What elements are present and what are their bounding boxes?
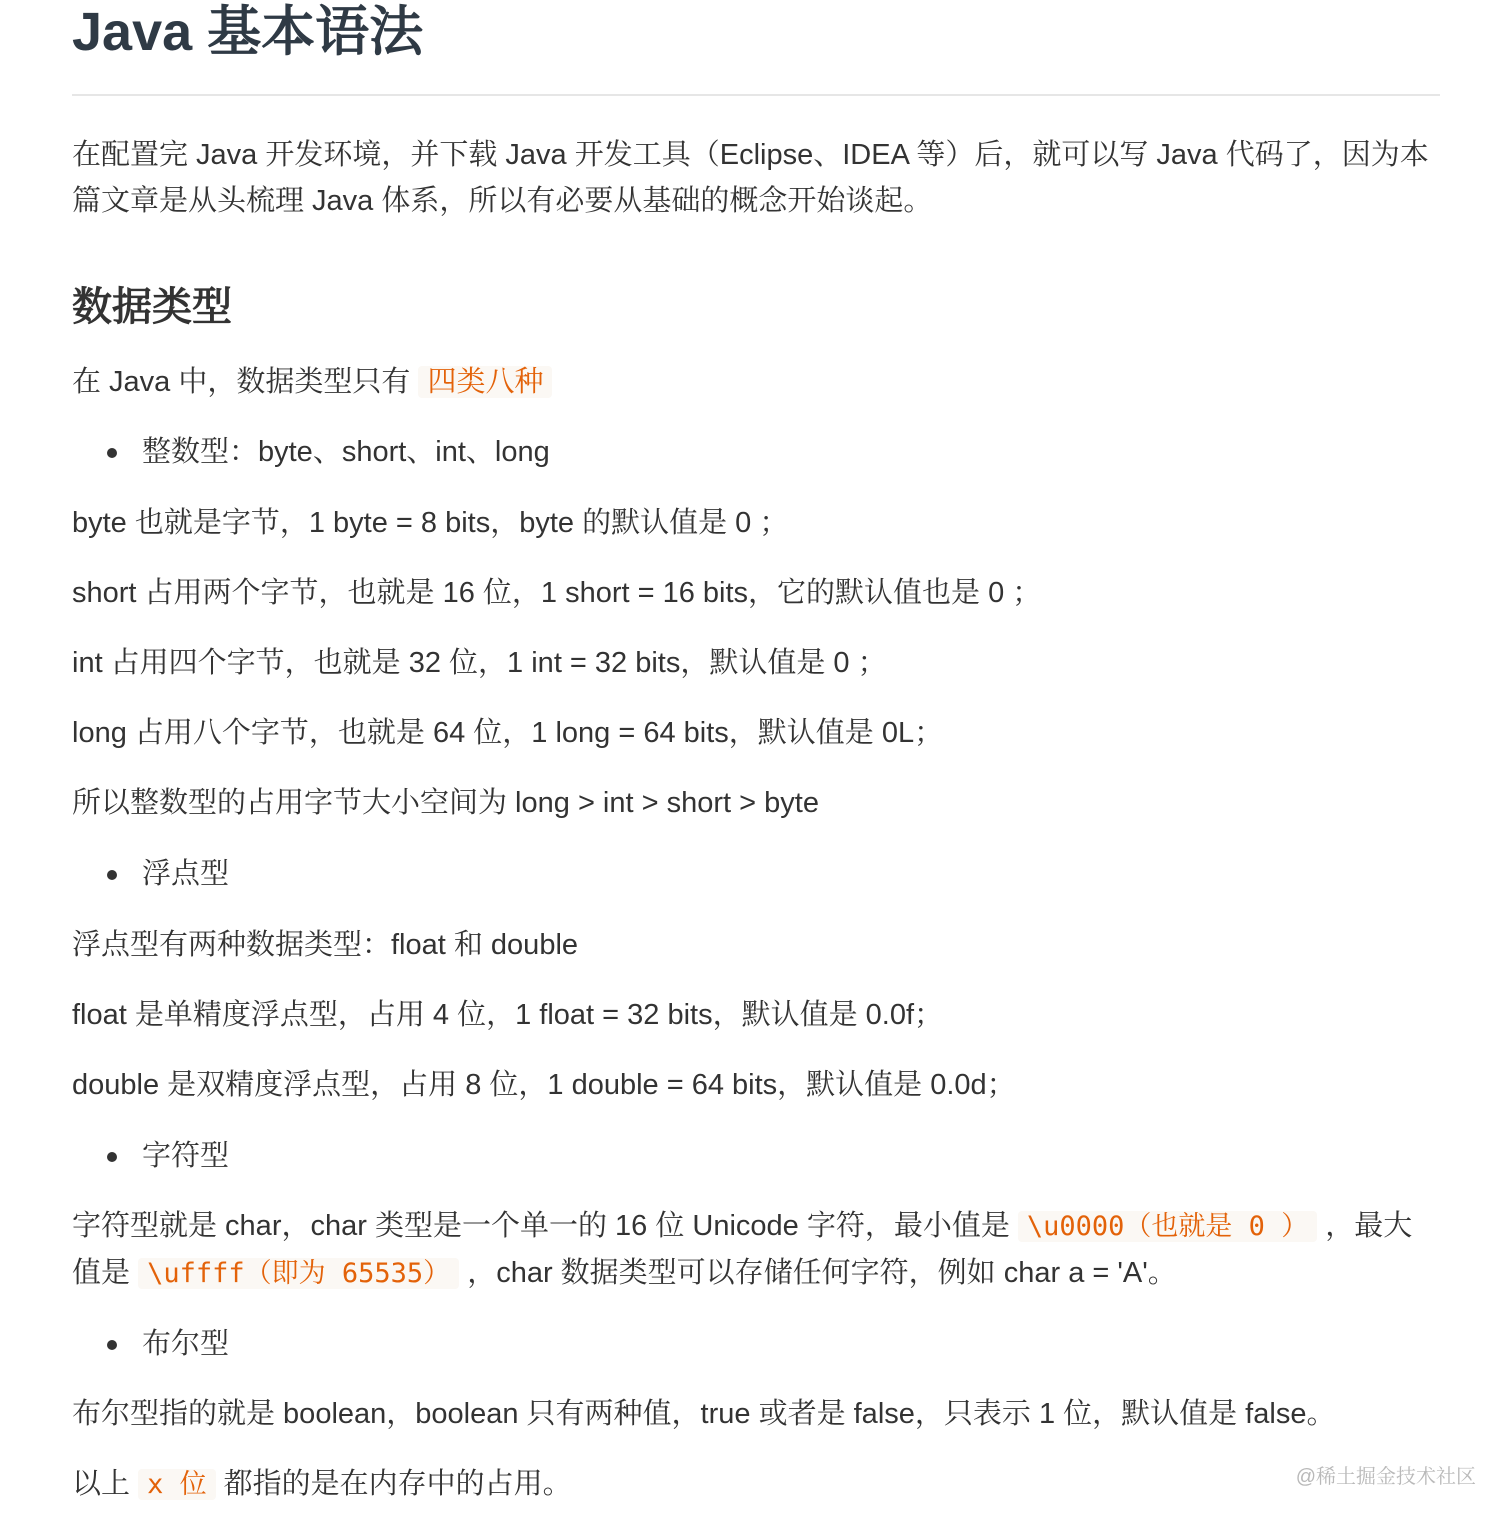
watermark: @稀土掘金技术社区	[1295, 1466, 1476, 1488]
bullet-dot	[107, 448, 117, 458]
bullet-dot	[107, 870, 117, 880]
bullet-float-text: 浮点型	[142, 858, 230, 890]
footer-paragraph	[72, 1461, 1440, 1508]
footer-suffix: 都指的是在内存中的占用。	[215, 1468, 572, 1500]
bullet-boolean-text: 布尔型	[142, 1328, 230, 1360]
footer-code: x 位	[138, 1469, 216, 1500]
title-divider	[72, 94, 1440, 96]
char-code-max: \uffff（即为 65535）	[138, 1258, 459, 1289]
integer-line-summary: 所以整数型的占用字节大小空间为 long > int > short > byte	[72, 787, 819, 819]
bullet-char-text: 字符型	[142, 1140, 230, 1172]
float-line-float: float 是单精度浮点型，占用 4 位，1 float = 32 bits，默认值是 0.0f；	[72, 999, 944, 1031]
integer-line-byte: byte 也就是字节，1 byte = 8 bits，byte 的默认值是 0 ；	[72, 507, 789, 539]
integer-line-short: short 占用两个字节，也就是 16 位，1 short = 16 bits，它的默认值也是 0 ；	[72, 577, 1042, 609]
lead-paragraph	[72, 359, 1440, 405]
footer-prefix: 以上	[72, 1468, 139, 1500]
char-text-2: ，最大值是	[72, 1210, 1413, 1289]
bullet-dot	[107, 1152, 117, 1162]
bullet-integer	[72, 429, 1440, 475]
bullet-char	[72, 1133, 1440, 1179]
char-code-min: \u0000（也就是 0 ）	[1018, 1211, 1317, 1242]
lead-highlight: 四类八种	[418, 366, 552, 398]
article	[72, 0, 1440, 1508]
intro-paragraph: 在配置完 Java 开发环境，并下载 Java 开发工具（Eclipse、IDEA 等）后，就可以写 Java 代码了，因为本篇文章是从头梳理 Java 体系，所以有必要从基础的概念开始谈起。	[72, 139, 1429, 217]
lead-text: 在 Java 中，数据类型只有	[72, 366, 419, 398]
page-title: Java 基本语法	[72, 2, 424, 62]
integer-line-long: long 占用八个字节，也就是 64 位，1 long = 64 bits，默认值是 0L；	[72, 717, 944, 749]
integer-line-int: int 占用四个字节，也就是 32 位，1 int = 32 bits，默认值是 0 ；	[72, 647, 887, 679]
char-text-3: ，char 数据类型可以存储任何字符，例如 char a = 'A'。	[459, 1257, 1177, 1289]
boolean-line: 布尔型指的就是 boolean，boolean 只有两种值，true 或者是 false，只表示 1 位，默认值是 false。	[72, 1398, 1336, 1430]
char-text-1: 字符型就是 char，char 类型是一个单一的 16 位 Unicode 字符，最小值是	[72, 1210, 1018, 1242]
float-line-double: double 是双精度浮点型，占用 8 位，1 double = 64 bits，默认值是 0.0d；	[72, 1069, 1016, 1101]
bullet-float	[72, 851, 1440, 897]
section-heading: 数据类型	[72, 285, 232, 329]
float-line-intro: 浮点型有两种数据类型：float 和 double	[72, 929, 579, 961]
bullet-boolean	[72, 1321, 1440, 1367]
char-paragraph	[72, 1203, 1440, 1297]
bullet-dot	[107, 1340, 117, 1350]
bullet-integer-text: 整数型：byte、short、int、long	[142, 436, 550, 468]
